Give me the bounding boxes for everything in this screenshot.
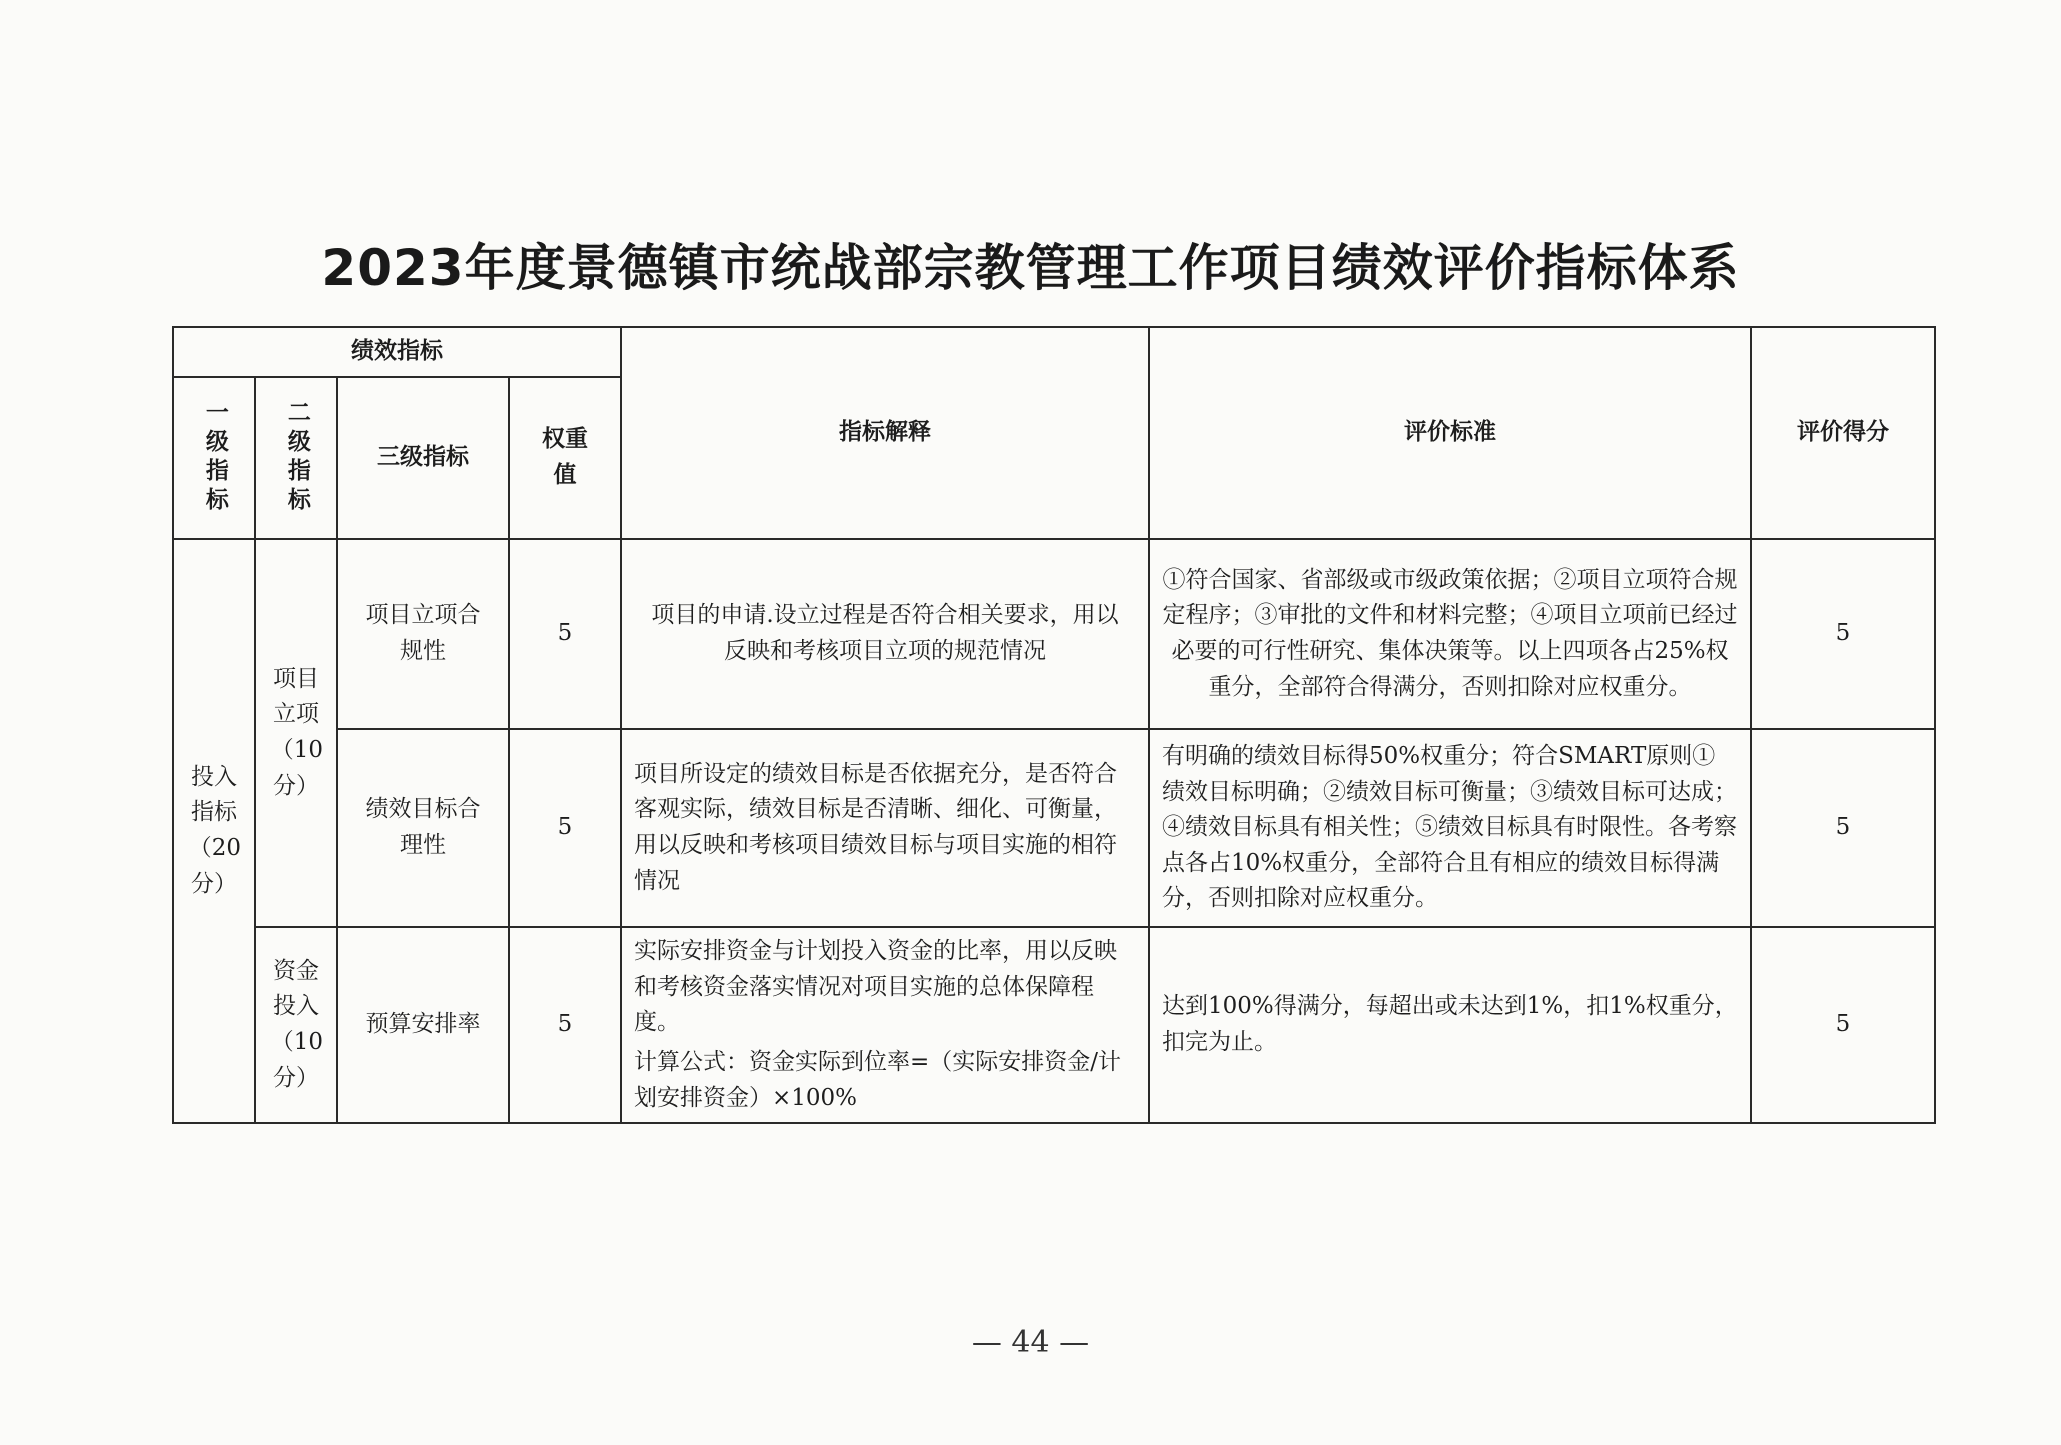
explanation-cell <box>621 927 1149 1123</box>
page-number: — 44 — <box>971 1325 1090 1360</box>
performance-indicator-table <box>172 326 1936 1124</box>
header-level3: 三级指标 <box>337 377 509 539</box>
header-row-group <box>173 327 1935 377</box>
explanation-cell: 项目的申请.设立过程是否符合相关要求，用以反映和考核项目立项的规范情况 <box>621 539 1149 729</box>
explanation-cell: 项目所设定的绩效目标是否依据充分，是否符合客观实际，绩效目标是否清晰、细化、可衡量，用以反映和考核项目绩效目标与项目实施的相符情况 <box>621 729 1149 927</box>
explanation-formula: 计算公式：资金实际到位率=（实际安排资金/计划安排资金）×100% <box>634 1048 1122 1111</box>
header-performance-indicators: 绩效指标 <box>173 327 621 377</box>
header-level1: 一级指标 <box>173 377 255 539</box>
table-row <box>173 729 1935 927</box>
score-cell: 5 <box>1751 927 1935 1123</box>
explanation-text: 实际安排资金与计划投入资金的比率，用以反映和考核资金落实情况对项目实施的总体保障程度。 <box>634 938 1117 1036</box>
header-level2: 二级指标 <box>255 377 337 539</box>
header-weight: 权重值 <box>509 377 621 539</box>
level3-cell: 项目立项合规性 <box>337 539 509 729</box>
level3-cell: 绩效目标合理性 <box>337 729 509 927</box>
criteria-cell: 达到100%得满分，每超出或未达到1%，扣1%权重分，扣完为止。 <box>1149 927 1751 1123</box>
level1-cell: 投入指标（20分） <box>173 539 255 1123</box>
criteria-cell: ①符合国家、省部级或市级政策依据；②项目立项符合规定程序；③审批的文件和材料完整；④项目立项前已经过必要的可行性研究、集体决策等。以上四项各占25%权重分，全部符合得满分，否则扣除对应权重分。 <box>1149 539 1751 729</box>
weight-cell: 5 <box>509 729 621 927</box>
table-row <box>173 927 1935 1123</box>
level2-cell: 项目立项（10分） <box>255 539 337 927</box>
weight-cell: 5 <box>509 539 621 729</box>
header-criteria: 评价标准 <box>1149 327 1751 539</box>
score-cell: 5 <box>1751 539 1935 729</box>
level3-cell: 预算安排率 <box>337 927 509 1123</box>
page-title: 2023年度景德镇市统战部宗教管理工作项目绩效评价指标体系 <box>321 239 1740 297</box>
criteria-cell: 有明确的绩效目标得50%权重分；符合SMART原则①绩效目标明确；②绩效目标可衡量；③绩效目标可达成；④绩效目标具有相关性；⑤绩效目标具有时限性。各考察点各占10%权重分，全部符合且有相应的绩效目标得满分，否则扣除对应权重分。 <box>1149 729 1751 927</box>
table-row <box>173 539 1935 729</box>
level2-cell: 资金投入（10分） <box>255 927 337 1123</box>
header-explanation: 指标解释 <box>621 327 1149 539</box>
score-cell: 5 <box>1751 729 1935 927</box>
header-score: 评价得分 <box>1751 327 1935 539</box>
weight-cell: 5 <box>509 927 621 1123</box>
